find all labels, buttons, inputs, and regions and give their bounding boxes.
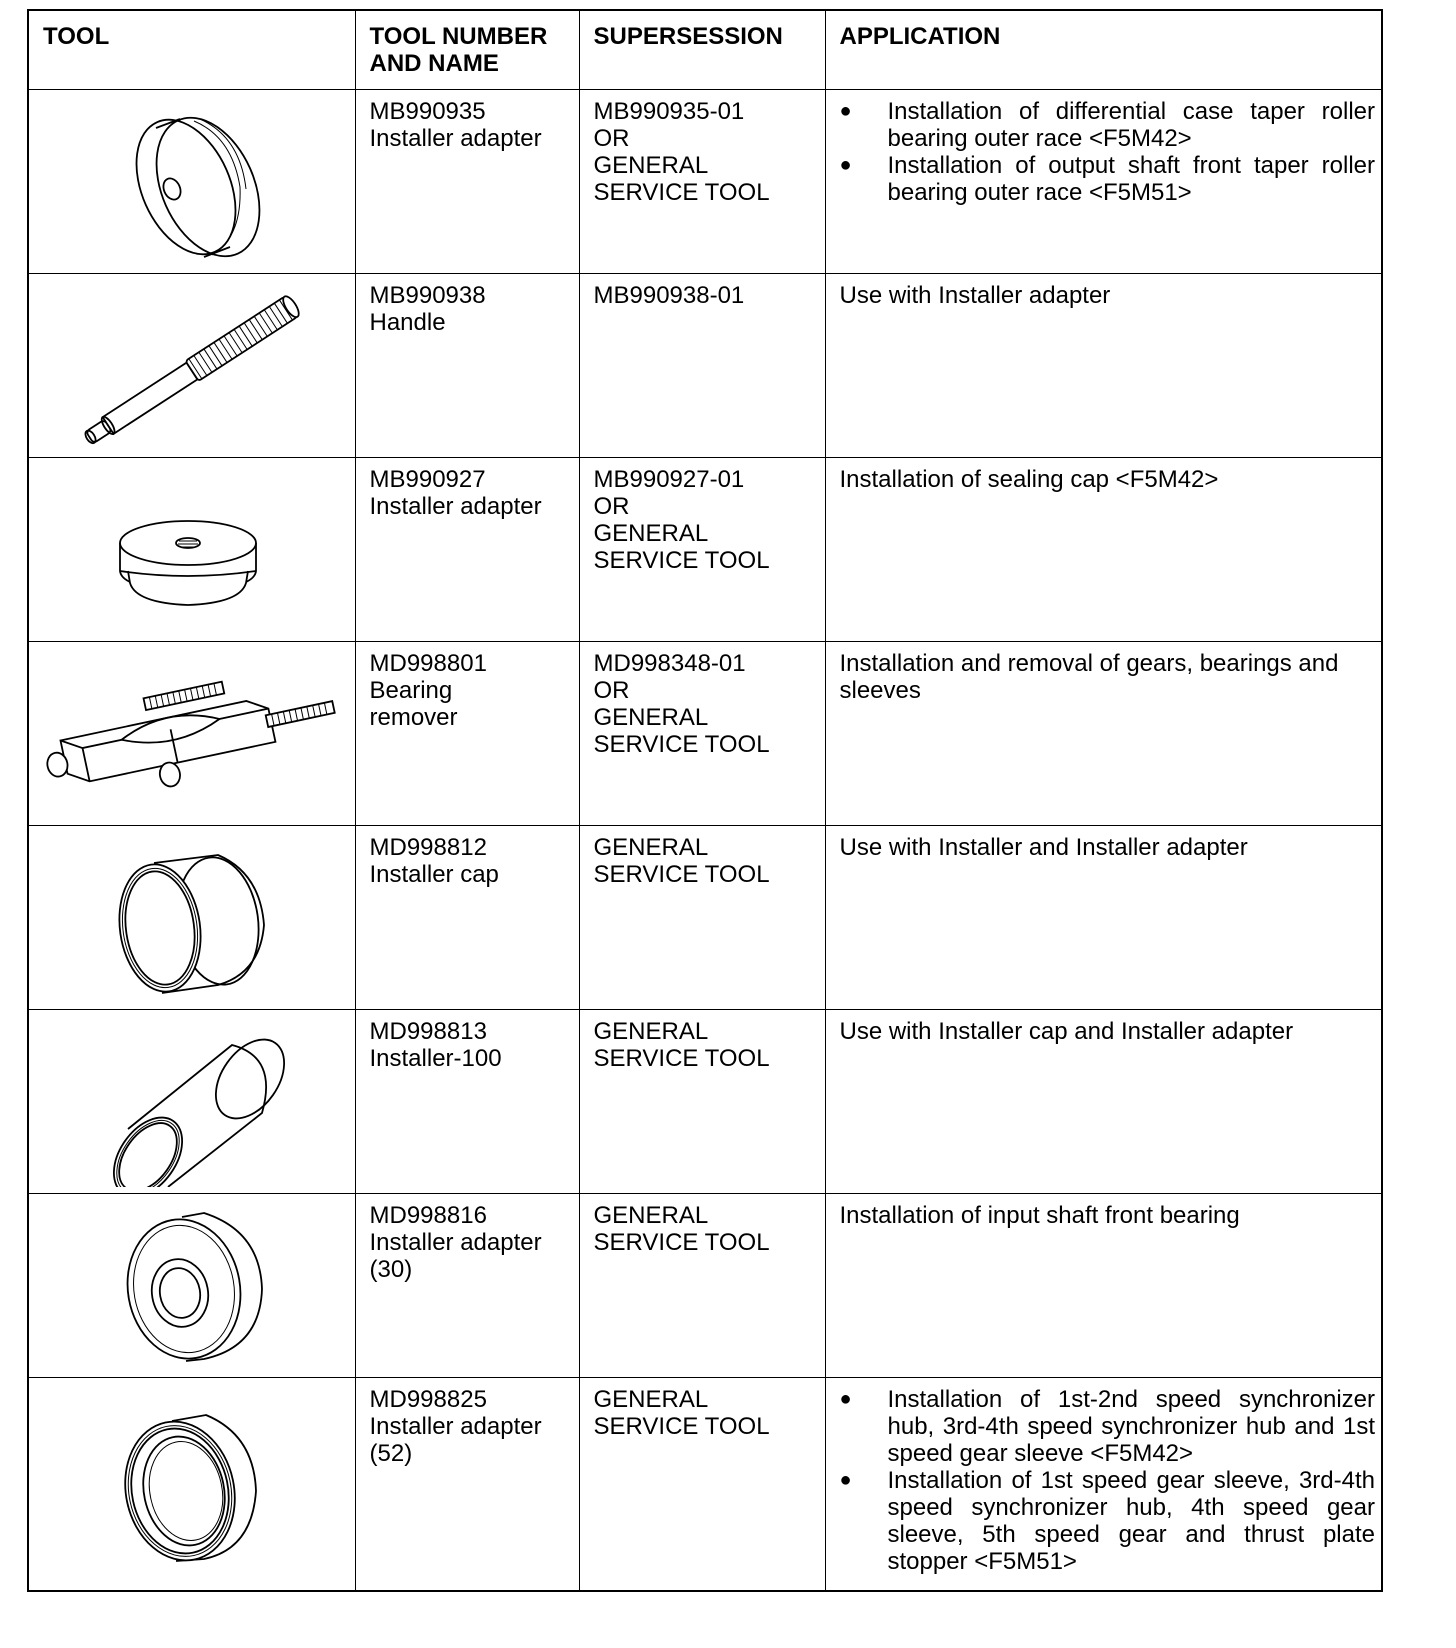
table-row (28, 826, 1382, 1010)
application-text: Installation and removal of gears, bearings and sleeves (839, 650, 1339, 704)
table-row (28, 1378, 1382, 1592)
tool-image-cell (28, 274, 355, 458)
tool-number: MB990927 (369, 466, 486, 493)
tool-number: MD998825 (369, 1386, 487, 1413)
table-row (28, 1194, 1382, 1378)
application-text: Installation of sealing cap <F5M42> (839, 466, 1219, 493)
tool-image-cell (28, 1010, 355, 1194)
tool-image-cell (28, 458, 355, 642)
special-tools-table (27, 9, 1383, 1592)
installer-cap-ring-icon (92, 833, 292, 1003)
tool-name: Handle (369, 309, 446, 336)
installer-adapter-cap-icon (92, 465, 292, 635)
header-application: APPLICATION (825, 10, 1382, 90)
tool-number: MB990935 (369, 98, 486, 125)
tool-image-cell (28, 642, 355, 826)
application-cell (825, 826, 1382, 1010)
installer-cylinder-icon (82, 1017, 302, 1187)
tool-number: MB990938 (369, 282, 486, 309)
supersession-cell: MB990938-01 (579, 274, 825, 458)
application-cell (825, 1194, 1382, 1378)
application-text: Use with Installer and Installer adapter (839, 834, 1248, 861)
application-bullet: ● Installation of output shaft front taper roller bearing outer race <F5M51> (840, 152, 1376, 206)
tool-number-name-cell (355, 458, 579, 642)
application-cell (825, 458, 1382, 642)
supersession-cell: MB990927-01 OR GENERAL SERVICE TOOL (579, 458, 825, 642)
application-bullet: ● Installation of 1st speed gear sleeve, 3rd-4th speed synchronizer hub, 4th speed gear sleeve, 5th speed gear and thrust plate stopper <F5M51> (840, 1467, 1376, 1575)
tool-number-name-cell (355, 826, 579, 1010)
supersession-cell: MD998348-01 OR GENERAL SERVICE TOOL (579, 642, 825, 826)
application-bullet: ● Installation of differential case taper roller bearing outer race <F5M42> (840, 98, 1376, 152)
tool-image-cell (28, 826, 355, 1010)
header-tool: TOOL (28, 10, 355, 90)
application-text: Use with Installer adapter (839, 282, 1111, 309)
tool-number: MD998813 (369, 1018, 487, 1045)
tool-image-cell (28, 1378, 355, 1592)
tool-number-name-cell (355, 274, 579, 458)
tool-name: (52) (369, 1440, 413, 1467)
supersession-cell: GENERAL SERVICE TOOL (579, 1010, 825, 1194)
header-tool-number-and-name: TOOL NUMBER AND NAME (355, 10, 579, 90)
table-row (28, 90, 1382, 274)
tool-image-cell (28, 90, 355, 274)
tool-number-name-cell (355, 642, 579, 826)
application-cell (825, 1378, 1382, 1592)
installer-adapter-52-icon (92, 1399, 292, 1569)
installer-adapter-30-icon (92, 1201, 292, 1371)
installer-adapter-disc-icon (82, 97, 302, 267)
supersession-cell: MB990935-01 OR GENERAL SERVICE TOOL (579, 90, 825, 274)
tool-number: MD998816 (369, 1202, 487, 1229)
tool-name: Installer adapter (369, 493, 542, 520)
supersession-cell: GENERAL SERVICE TOOL (579, 1378, 825, 1592)
table-row (28, 274, 1382, 458)
supersession-cell: GENERAL SERVICE TOOL (579, 826, 825, 1010)
header-row (28, 10, 1382, 90)
application-text: Use with Installer cap and Installer adapter (839, 1018, 1294, 1045)
tool-number: MD998812 (369, 834, 487, 861)
header-supersession: SUPERSESSION (579, 10, 825, 90)
tool-name: (30) (369, 1256, 413, 1283)
bearing-remover-clamp-icon (32, 649, 352, 819)
tool-name: Installer adapter (369, 1229, 542, 1256)
application-bullet: ● Installation of 1st-2nd speed synchronizer hub, 3rd-4th speed synchronizer hub and 1st speed gear sleeve <F5M42> (840, 1386, 1376, 1467)
application-text: Installation of input shaft front bearing (839, 1202, 1240, 1229)
tool-name: Installer cap (369, 861, 499, 888)
tool-number-name-cell (355, 90, 579, 274)
tool-number-name-cell (355, 1194, 579, 1378)
tool-number: MD998801 (369, 650, 487, 677)
tool-name: remover (369, 704, 458, 731)
table-row (28, 458, 1382, 642)
table-row (28, 642, 1382, 826)
tool-name: Installer adapter (369, 1413, 542, 1440)
tool-name: Installer adapter (369, 125, 542, 152)
supersession-cell: GENERAL SERVICE TOOL (579, 1194, 825, 1378)
tool-number-name-cell (355, 1378, 579, 1592)
tool-number-name-cell (355, 1010, 579, 1194)
tool-name: Bearing (369, 677, 453, 704)
application-cell (825, 642, 1382, 826)
table-row (28, 1010, 1382, 1194)
tool-name: Installer-100 (369, 1045, 502, 1072)
application-cell (825, 90, 1382, 274)
tool-image-cell (28, 1194, 355, 1378)
application-cell (825, 274, 1382, 458)
handle-rod-icon (42, 281, 342, 451)
application-cell (825, 1010, 1382, 1194)
